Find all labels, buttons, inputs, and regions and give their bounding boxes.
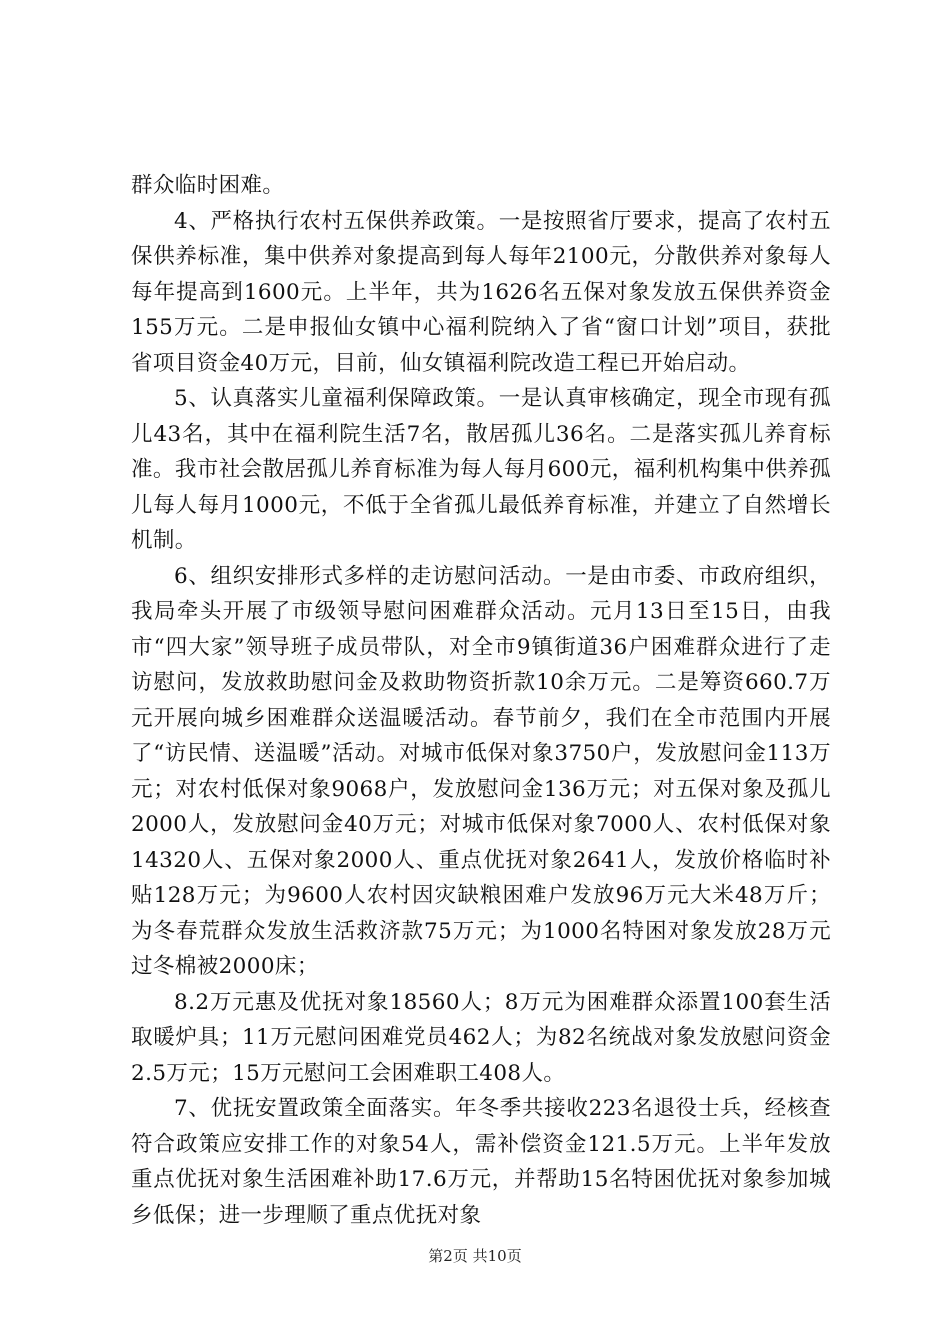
- paragraph-continuation: 群众临时困难。: [131, 173, 285, 198]
- paragraph-visit-activities: 6、组织安排形式多样的走访慰问活动。一是由市委、市政府组织，我局牵头开展了市级领导慰问困难群众活动。元月13日至15日，由我市“四大家”领导班子成员带队，对全市9镇街道36户困难群众进行了走访慰问，发放救助慰问金及救助物资折款10余万元。二是筹资660.7万元开展向城乡困难群众送温暖活动。春节前夕，我们在全市范围内开展了“访民情、送温暖”活动。对城市低保对象3750户，发放慰问金113万元；对农村低保对象9068户，发放慰问金136万元；对五保对象及孤儿2000人，发放慰问金40万元；对城市低保对象7000人、农村低保对象14320人、五保对象2000人、重点优抚对象2641人，发放价格临时补贴128万元；为9600人农村因灾缺粮困难户发放96万元大米48万斤；为冬春荒群众发放生活救济款75万元；为1000名特困对象发放28万元过冬棉被2000床；: [131, 563, 831, 979]
- paragraph-child-welfare: 5、认真落实儿童福利保障政策。一是认真审核确定，现全市现有孤儿43名，其中在福利院生活7名，散居孤儿36名。二是落实孤儿养育标准。我市社会散居孤儿养育标准为每人每月600元，福利机构集中供养孤儿每人每月1000元，不低于全省孤儿最低养育标准，并建立了自然增长机制。: [131, 386, 831, 553]
- page-total: 共10页: [472, 1247, 522, 1265]
- paragraph-preferential-placement: 7、优抚安置政策全面落实。年冬季共接收223名退役士兵，经核查符合政策应安排工作的对象54人，需补偿资金121.5万元。上半年发放重点优抚对象生活困难补助17.6万元，并帮助15名特困优抚对象参加城乡低保；进一步理顺了重点优抚对象: [131, 1096, 831, 1228]
- paragraph-visit-activities-cont: 8.2万元惠及优抚对象18560人；8万元为困难群众添置100套生活取暖炉具；11万元慰问困难党员462人；为82名统战对象发放慰问资金2.5万元；15万元慰问工会困难职工408人。: [131, 989, 831, 1086]
- page-number: 第2页: [428, 1247, 468, 1265]
- paragraph-wubao-policy: 4、严格执行农村五保供养政策。一是按照省厅要求，提高了农村五保供养标准，集中供养对象提高到每人每年2100元，分散供养对象每人每年提高到1600元。上半年，共为1626名五保对象发放五保供养资金155万元。二是申报仙女镇中心福利院纳入了省“窗口计划”项目，获批省项目资金40万元，目前，仙女镇福利院改造工程已开始启动。: [131, 208, 831, 376]
- document-body: [131, 168, 831, 1233]
- page-footer: [0, 1245, 950, 1267]
